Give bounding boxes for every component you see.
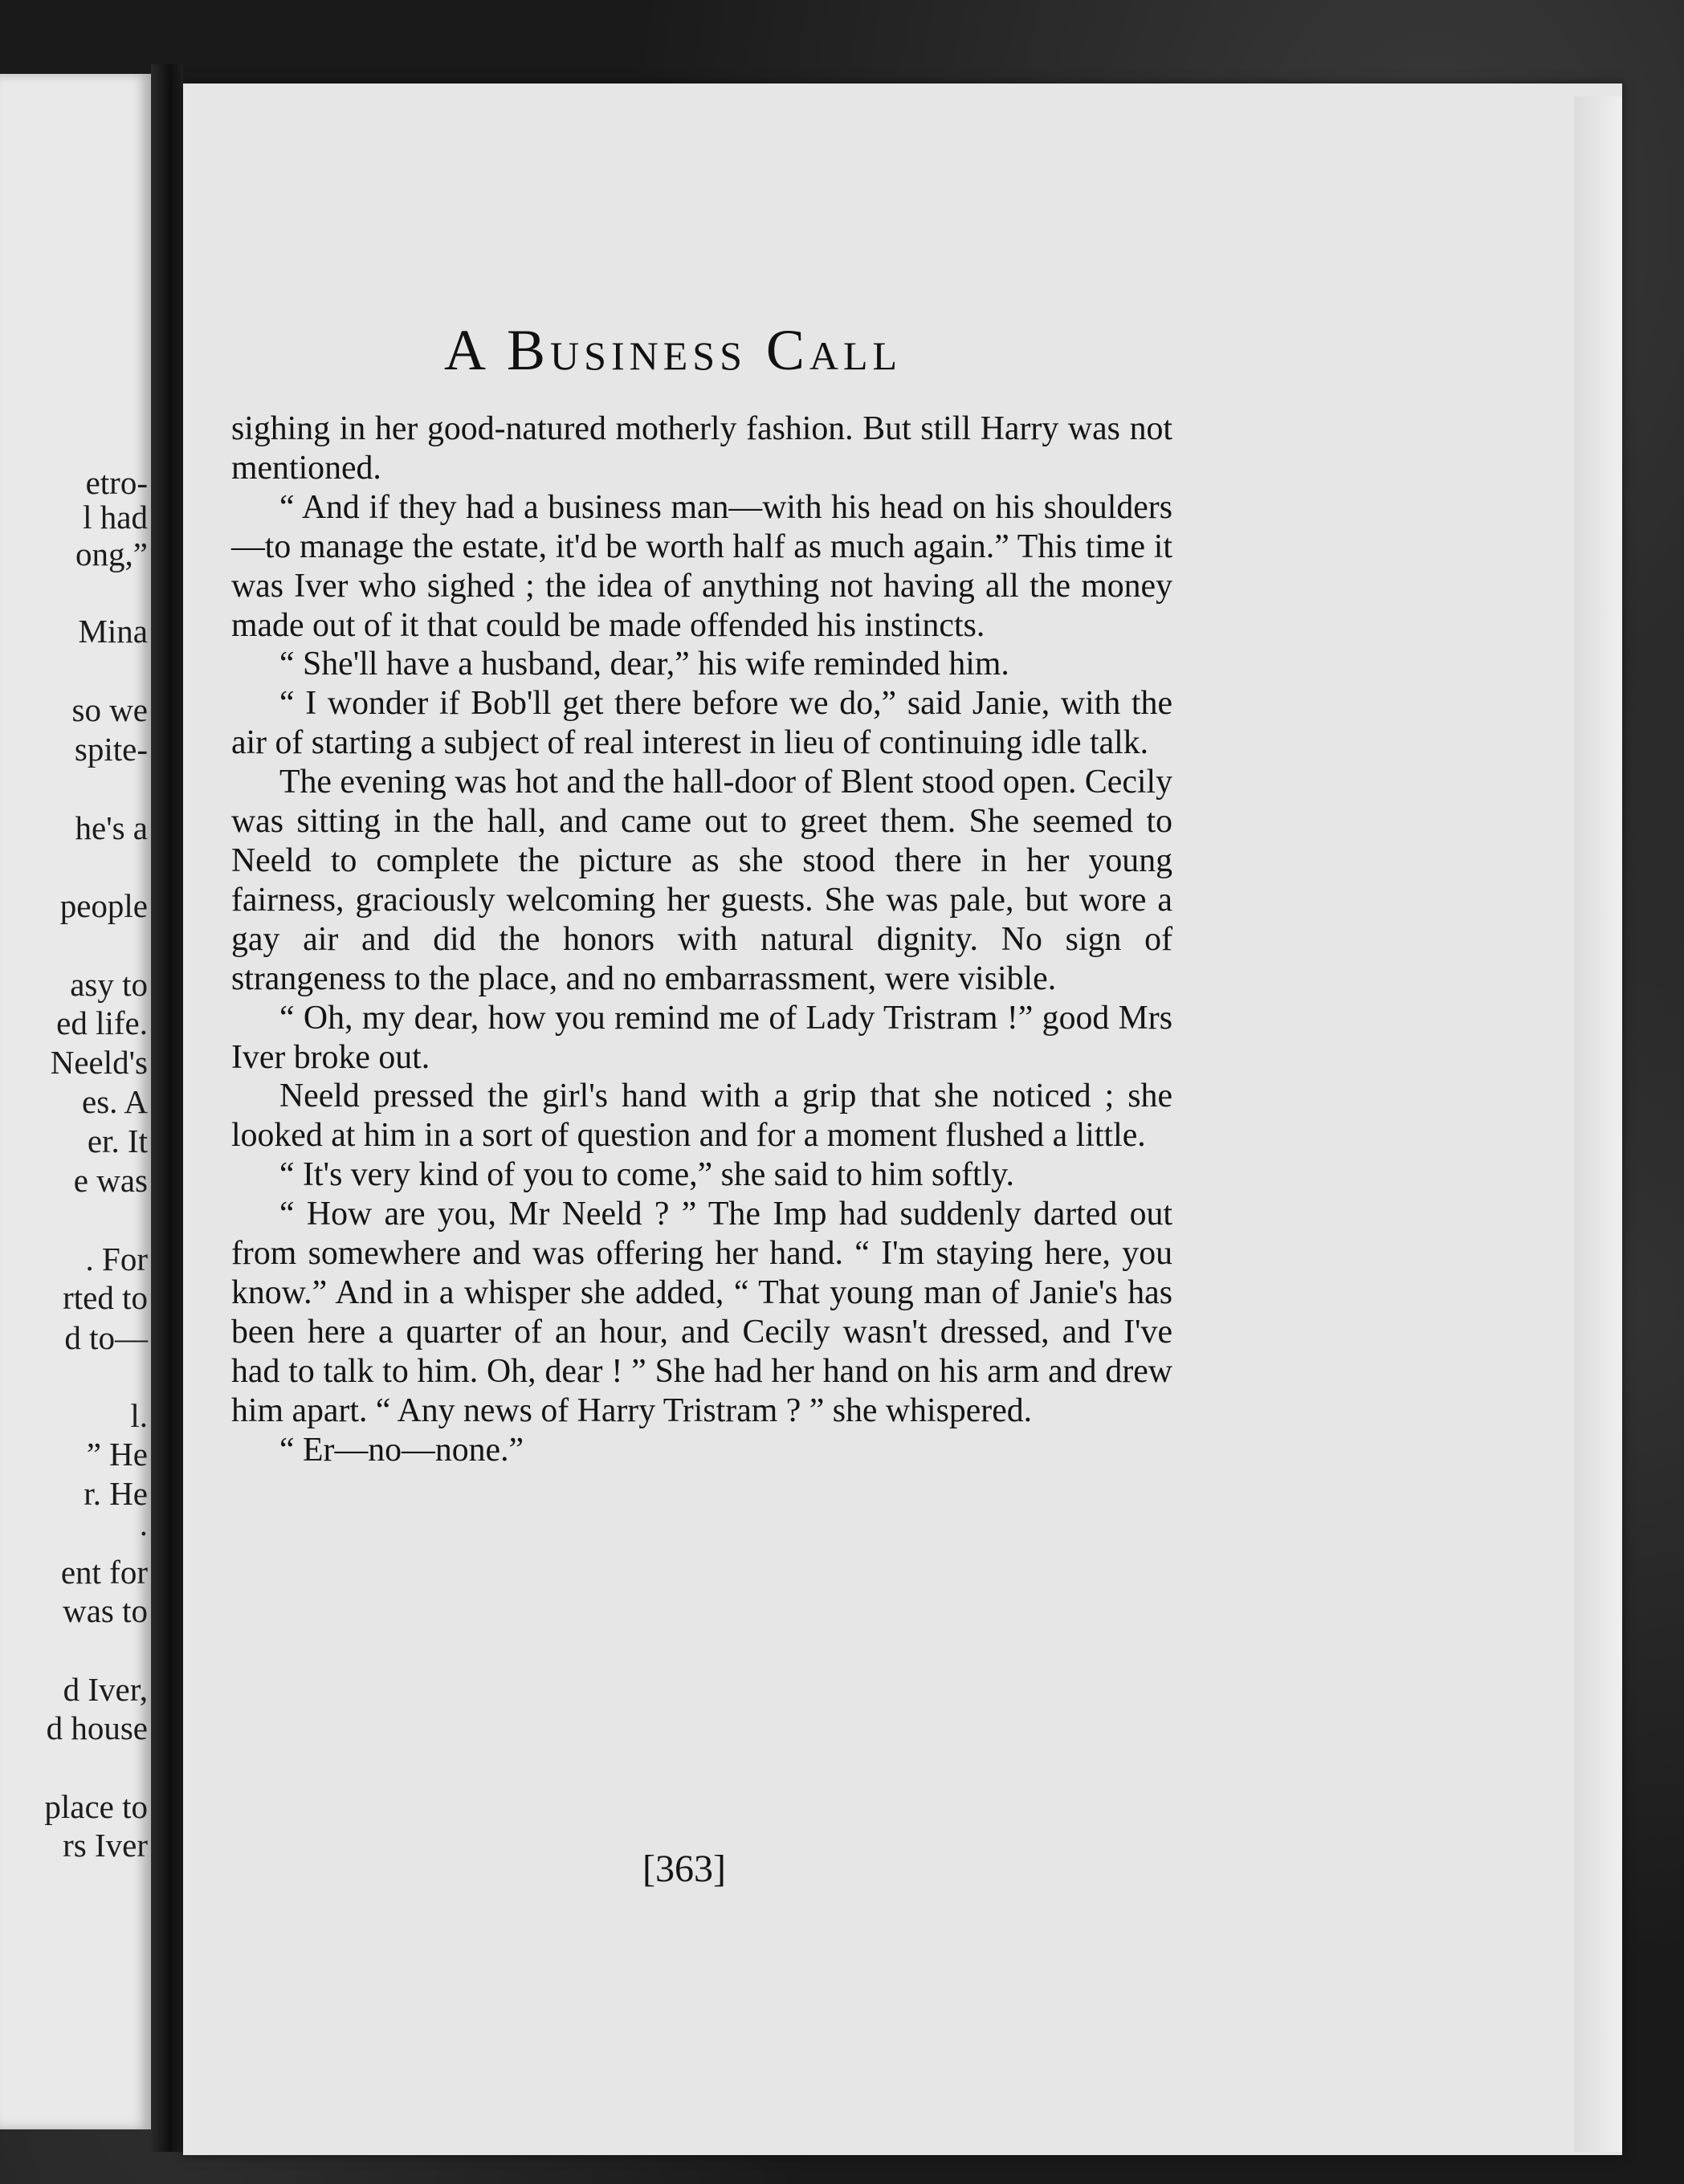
facing-page-line: d Iver, (63, 1671, 148, 1708)
facing-page-line: . (139, 1506, 148, 1542)
paragraph: “ It's very kind of you to come,” she said to him softly. (279, 1156, 1014, 1194)
paragraph: The evening was hot and the hall-door of Blent stood open. Cecily was sitting in the hall, and came out to greet them. She seemed to Neeld to complete the picture as she stood there in her young fairness, graciously welcoming her guests. She was pale, but wore a gay air and did the honors with natural dignity. No sign of strangeness to the place, and no embarrassment, were visible. (231, 764, 1173, 997)
facing-page-line: ong,” (75, 536, 148, 572)
facing-page-line: ” He (86, 1436, 148, 1473)
facing-page-line: etro- (85, 464, 148, 501)
facing-page-line: he's a (75, 809, 148, 846)
facing-page-line: was to (63, 1592, 148, 1629)
facing-page-line: rs Iver (63, 1827, 148, 1864)
facing-page-line: d to— (64, 1319, 148, 1356)
facing-page-line: er. It (87, 1123, 148, 1159)
facing-page-line: people (59, 887, 148, 924)
paragraph: “ She'll have a husband, dear,” his wife reminded him. (279, 646, 1009, 683)
facing-page-line: Neeld's (50, 1044, 148, 1081)
facing-page-line: l. (130, 1397, 148, 1434)
facing-page-line: l had (83, 499, 148, 536)
facing-page-line: spite- (74, 731, 148, 768)
running-head: A Business Call (444, 318, 903, 382)
facing-page-line: ent for (60, 1554, 148, 1591)
paragraph: “ Oh, my dear, how you remind me of Lady Tristram !” good Mrs Iver broke out. (231, 999, 1172, 1076)
book-gutter (151, 64, 183, 2152)
facing-page-line: place to (44, 1788, 148, 1825)
facing-page-line: asy to (70, 966, 148, 1003)
paragraph: “ And if they had a business man—with his head on his shoulders—to manage the estate, it'd be worth half as much again.” This time it was Iver who sighed ; the idea of anything not having all the money made out of it that could be made offended his instincts. (231, 488, 1172, 644)
paragraph: “ How are you, Mr Neeld ? ” The Imp had suddenly darted out from somewhere and was offering her hand. “ I'm staying here, you know.” And in a whisper she added, “ That young man of Janie's has been here a quarter of an hour, and Cecily wasn't dressed, and I've had to talk to him. Oh, dear ! ” She had her hand on his arm and drew him apart. “ Any news of Harry Tristram ? ” she whispered. (231, 1196, 1172, 1429)
facing-page (0, 74, 151, 2129)
paragraph: “ Er—no—none.” (279, 1431, 524, 1469)
page-edge (1574, 96, 1622, 2152)
paragraph: “ I wonder if Bob'll get there before we do,” said Janie, with the air of starting a subject of real interest in lieu of continuing idle talk. (231, 685, 1172, 762)
paragraph: Neeld pressed the girl's hand with a grip that she noticed ; she looked at him in a sort of question and for a moment flushed a little. (231, 1078, 1172, 1155)
facing-page-line: so we (71, 691, 148, 728)
facing-page-line: rted to (63, 1279, 148, 1316)
page-body (231, 410, 1172, 1469)
facing-page-line: r. He (84, 1475, 148, 1512)
facing-page-line: es. A (82, 1083, 148, 1120)
facing-page-line: e was (73, 1162, 148, 1199)
facing-page-line: . For (85, 1241, 148, 1277)
facing-page-line: ed life. (56, 1004, 148, 1041)
facing-page-line: Mina (78, 613, 148, 650)
page-number: [363] (642, 1848, 726, 1890)
facing-page-line: d house (46, 1709, 148, 1746)
paragraph: sighing in her good-natured motherly fashion. But still Harry was not mentioned. (231, 410, 1172, 487)
